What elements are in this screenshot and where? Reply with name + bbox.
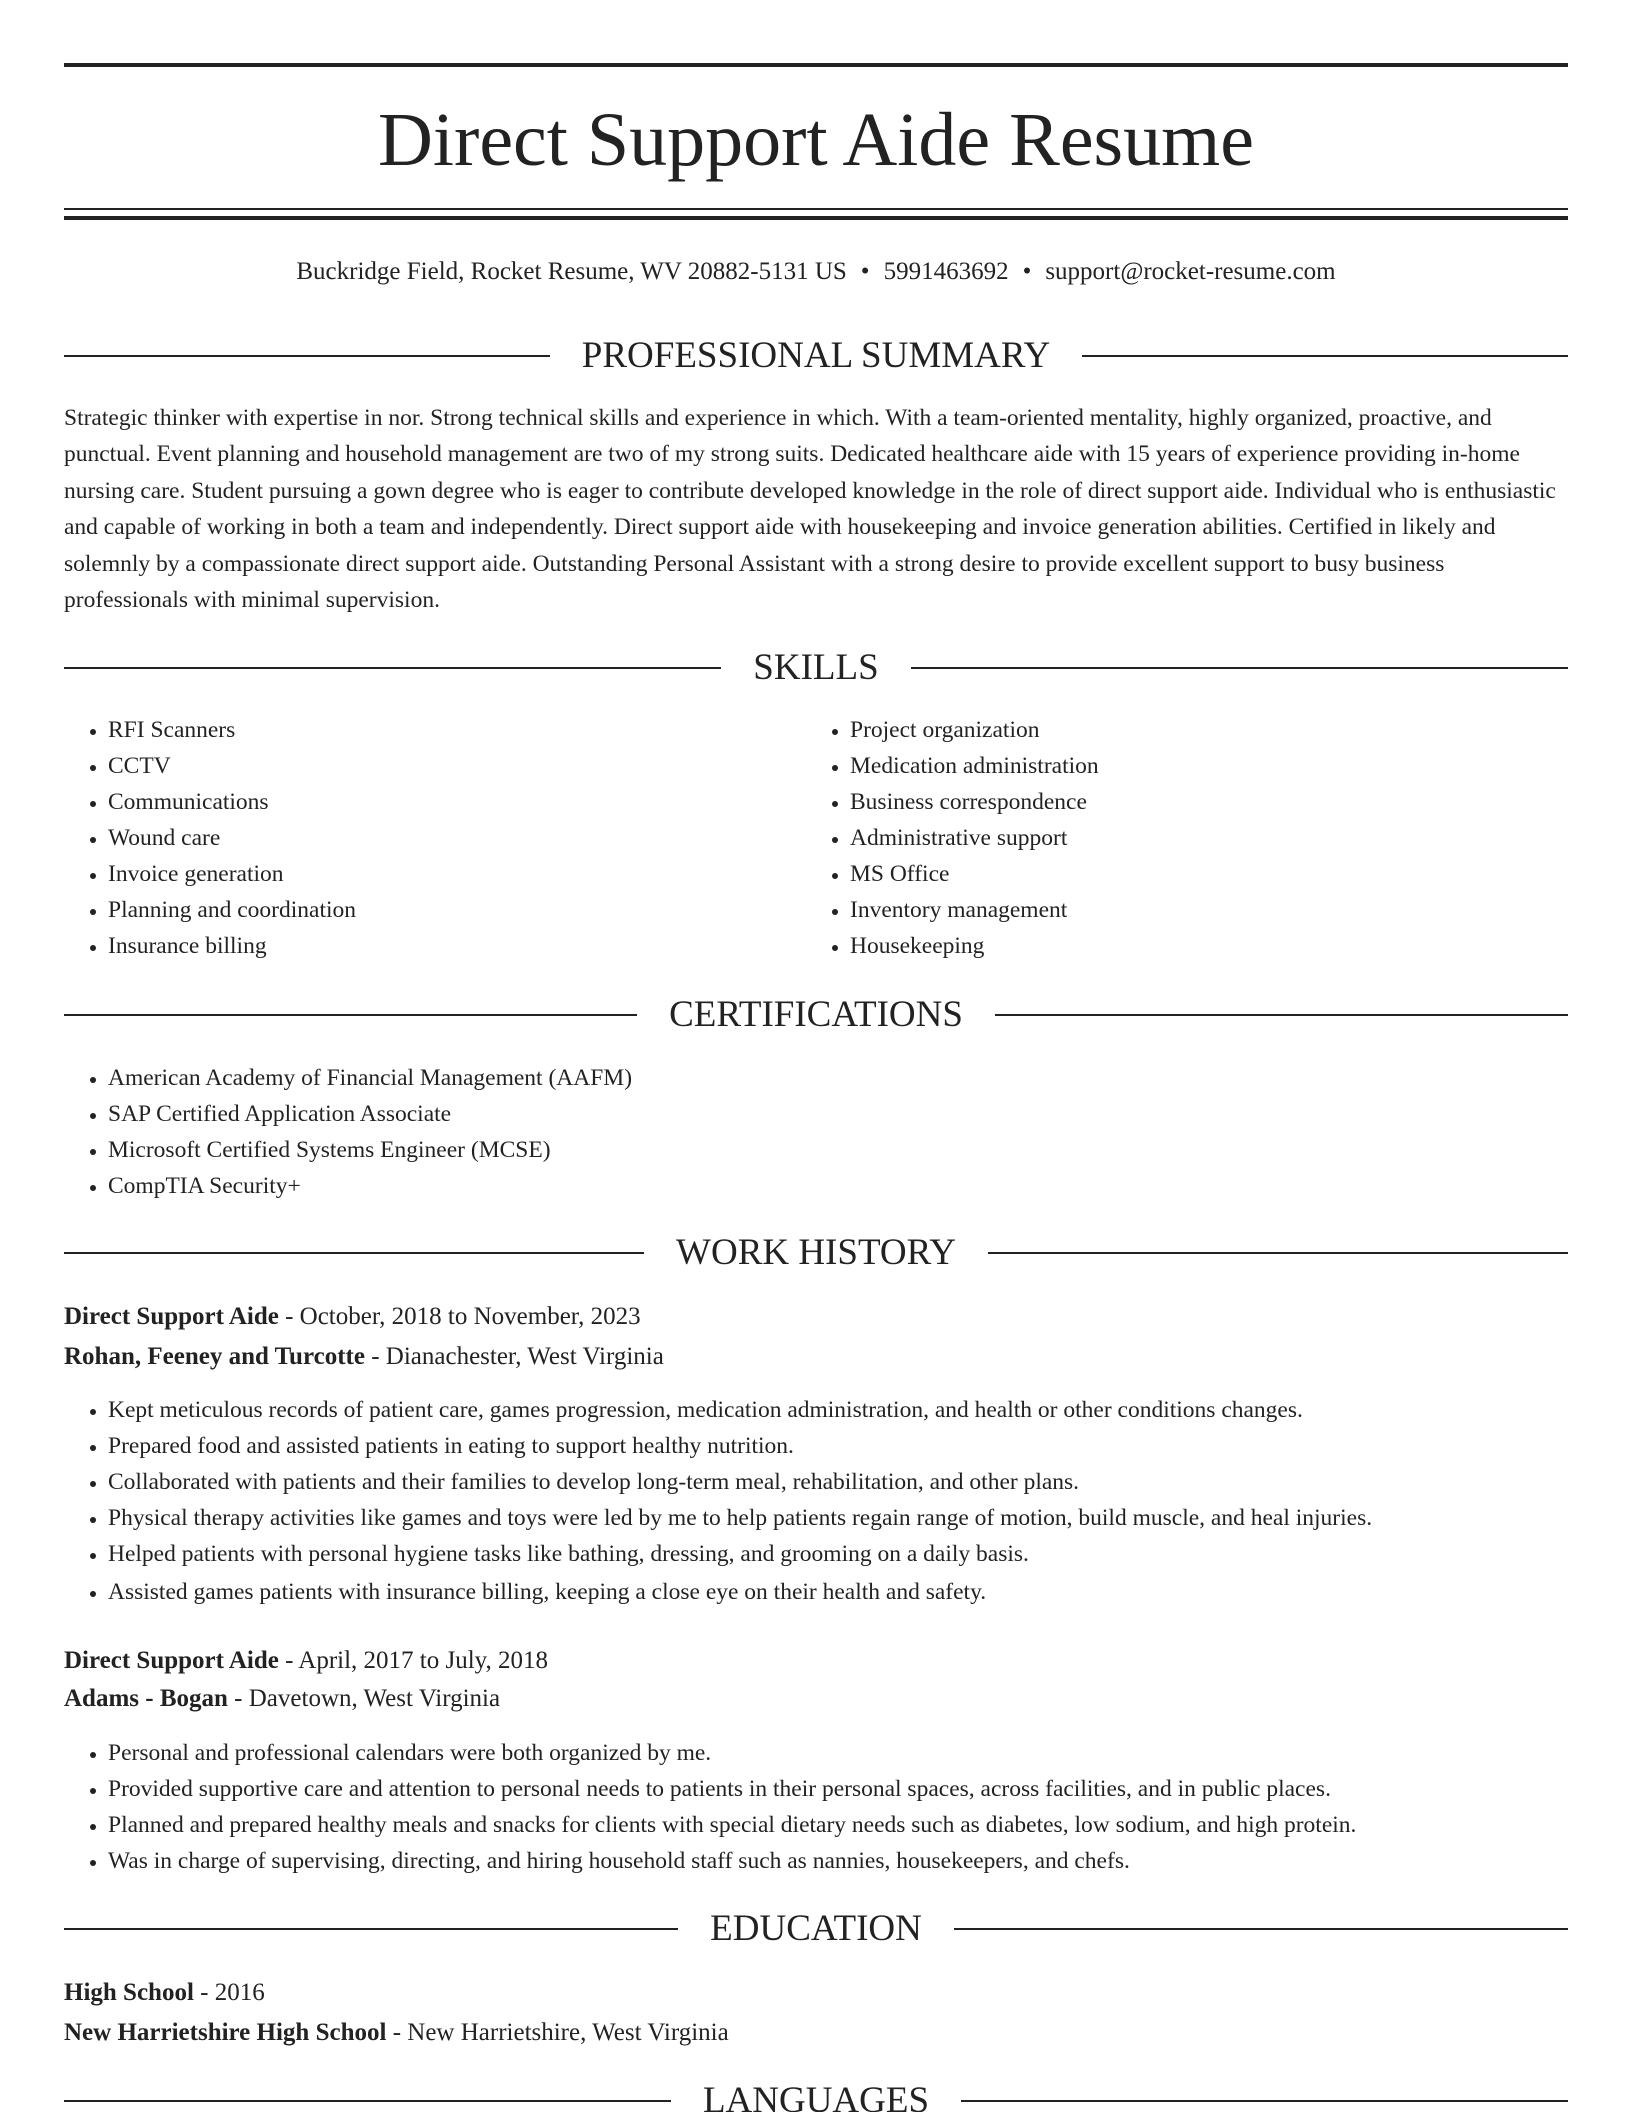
contact-address: Buckridge Field, Rocket Resume, WV 20882-5131 US (296, 258, 847, 285)
job-title-line (64, 1299, 641, 1335)
section-header-skills (64, 646, 1568, 690)
education-degree: High School (64, 1979, 194, 2006)
divider (961, 2100, 1568, 2102)
summary-text: Strategic thinker with expertise in nor. Strong technical skills and experience in which. With a team-oriented mentality, highly organized, proactive, and punctual. Event planning and household management are two of my strong suits. Dedicated healthcare aide with 15 years of experience providing in-home nursing care. Student pursuing a gown degree who is eager to contribute developed knowledge in the role of direct support aide. Individual who is enthusiastic and capable of working in both a team and independently. Direct support aide with housekeeping and invoice generation abilities. Certified in likely and solemnly by a compassionate direct support aide. Outstanding Personal Assistant with a strong desire to provide excellent support to busy business professionals with minimal supervision. (64, 405, 1556, 614)
section-header-education (64, 1907, 1568, 1951)
job-location: Davetown, West Virginia (248, 1685, 501, 1712)
education-school: New Harrietshire High School (64, 2019, 387, 2046)
divider (1082, 355, 1568, 357)
divider (64, 1014, 637, 1016)
job-bullets (64, 1735, 1608, 1879)
divider (64, 1928, 678, 1930)
skill-item: • Housekeeping (850, 928, 1530, 964)
divider (954, 1928, 1568, 1930)
job-company: Rohan, Feeney and Turcotte (64, 1343, 365, 1370)
section-title-languages: LANGUAGES (702, 2080, 930, 2112)
job-bullet: • Helped patients with personal hygiene tasks like bathing, dressing, and grooming on a daily basis. (108, 1536, 1608, 1572)
job-bullet: • Prepared food and assisted patients in eating to support healthy nutrition. (108, 1428, 1608, 1464)
skills-list-left (64, 712, 788, 964)
job-dates: April, 2017 to July, 2018 (298, 1647, 549, 1674)
job-bullet: • Collaborated with patients and their families to develop long-term meal, rehabilitation, and other plans. (108, 1464, 1608, 1500)
skill-item: • Inventory management (850, 892, 1530, 928)
certification-item: • SAP Certified Application Associate (108, 1096, 1508, 1132)
skill-item: • CCTV (108, 748, 788, 784)
skill-item: • Invoice generation (108, 856, 788, 892)
top-rule (64, 63, 1568, 67)
divider (64, 355, 550, 357)
divider (64, 667, 721, 669)
job-bullet: • Provided supportive care and attention to personal needs to patients in their personal spaces, across facilities, and in public places. (108, 1771, 1608, 1807)
dash: - (278, 1303, 300, 1330)
contact-phone: 5991463692 (883, 258, 1009, 285)
job-bullet: • Assisted games patients with insurance billing, keeping a close eye on their health and safety. (108, 1574, 1608, 1610)
dash: - (386, 2019, 408, 2046)
job-bullet: • Personal and professional calendars were both organized by me. (108, 1735, 1608, 1771)
divider (64, 2100, 671, 2102)
skill-item: • Business correspondence (850, 784, 1530, 820)
job-title: Direct Support Aide (64, 1303, 279, 1330)
skill-item: • MS Office (850, 856, 1530, 892)
contact-line (64, 254, 1568, 290)
skill-item: • Wound care (108, 820, 788, 856)
certification-item: • Microsoft Certified Systems Engineer (MCSE) (108, 1132, 1508, 1168)
skill-item: • Insurance billing (108, 928, 788, 964)
contact-email: support@rocket-resume.com (1045, 258, 1336, 285)
job-dates: October, 2018 to November, 2023 (299, 1303, 641, 1330)
job-company-line (64, 1339, 664, 1375)
section-title-certifications: CERTIFICATIONS (669, 994, 963, 1035)
certification-item: • CompTIA Security+ (108, 1168, 1508, 1204)
job-bullet: • Planned and prepared healthy meals and snacks for clients with special dietary needs such as diabetes, low sodium, and high protein. (108, 1807, 1608, 1843)
education-location: New Harrietshire, West Virginia (407, 2019, 729, 2046)
contact-separator: • (860, 258, 870, 285)
job-bullets (64, 1392, 1608, 1610)
education-school-line (64, 2015, 729, 2051)
job-company: Adams - Bogan (64, 1685, 228, 1712)
section-header-work-history (64, 1231, 1568, 1275)
dash: - (364, 1343, 386, 1370)
skills-list-right (806, 712, 1530, 964)
dash: - (278, 1647, 299, 1674)
section-title-work-history: WORK HISTORY (676, 1232, 956, 1273)
education-year: 2016 (214, 1979, 265, 2006)
section-title-skills: SKILLS (753, 647, 879, 688)
dash: - (227, 1685, 249, 1712)
resume-title: Direct Support Aide Resume (378, 98, 1254, 182)
section-title-summary: PROFESSIONAL SUMMARY (581, 335, 1051, 376)
skill-item: • Medication administration (850, 748, 1530, 784)
skill-item: • Administrative support (850, 820, 1530, 856)
job-company-line (64, 1681, 500, 1717)
job-title: Direct Support Aide (64, 1647, 279, 1674)
skill-item: • Planning and coordination (108, 892, 788, 928)
section-header-languages (64, 2079, 1568, 2112)
title-rule-thick (64, 216, 1568, 220)
skill-item: • Project organization (850, 712, 1530, 748)
title-rule-thin (64, 208, 1568, 210)
education-degree-line (64, 1975, 265, 2011)
divider (64, 1252, 644, 1254)
certifications-list (64, 1060, 1508, 1204)
divider (995, 1014, 1568, 1016)
job-location: Dianachester, West Virginia (385, 1343, 664, 1370)
contact-separator: • (1022, 258, 1032, 285)
section-title-education: EDUCATION (710, 1908, 922, 1949)
skill-item: • RFI Scanners (108, 712, 788, 748)
certification-item: • American Academy of Financial Management (AAFM) (108, 1060, 1508, 1096)
section-header-summary (64, 334, 1568, 378)
divider (988, 1252, 1568, 1254)
divider (911, 667, 1568, 669)
dash: - (193, 1979, 215, 2006)
job-bullet: • Kept meticulous records of patient care, games progression, medication administration, and health or other conditions changes. (108, 1392, 1608, 1428)
section-header-certifications (64, 993, 1568, 1037)
job-bullet: • Physical therapy activities like games and toys were led by me to help patients regain range of motion, build muscle, and heal injuries. (108, 1500, 1608, 1536)
job-title-line (64, 1643, 548, 1679)
skill-item: • Communications (108, 784, 788, 820)
job-bullet: • Was in charge of supervising, directing, and hiring household staff such as nannies, housekeepers, and chefs. (108, 1843, 1608, 1879)
